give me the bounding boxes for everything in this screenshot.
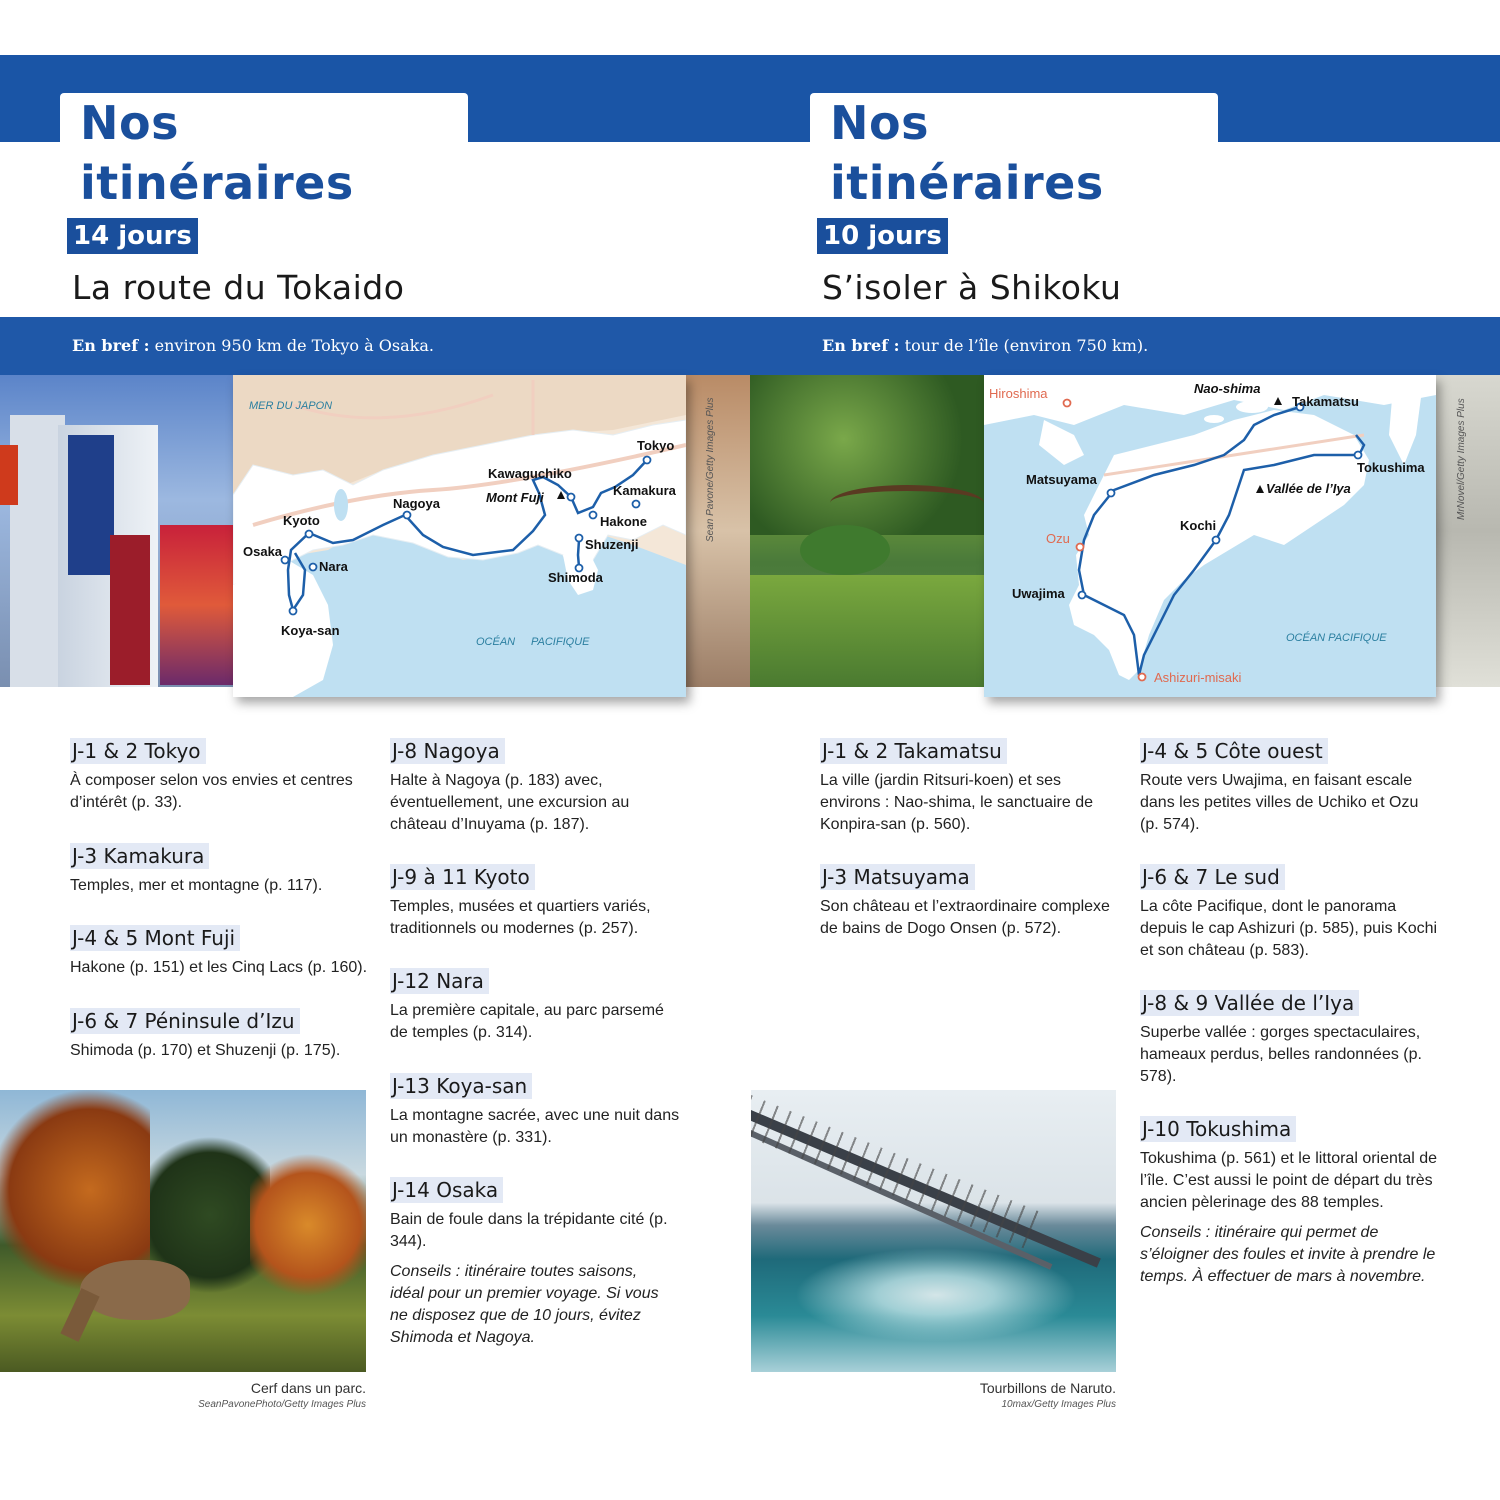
itinerary-day-title: J-3 Matsuyama — [820, 864, 975, 890]
map-label-hakone: Hakone — [600, 514, 647, 529]
map-label-ashizuri: Ashizuri-misaki — [1154, 670, 1242, 685]
map-label-kawaguchiko: Kawaguchiko — [488, 466, 572, 481]
itinerary-item — [1140, 990, 1440, 1088]
itinerary-day-title: J-6 & 7 Péninsule d’Izu — [70, 1008, 300, 1034]
itinerary-day-title: J-13 Koya-san — [390, 1073, 532, 1099]
right-heading: Nos itinéraires — [830, 96, 1104, 210]
map-label-shuzenji: Shuzenji — [585, 537, 639, 552]
itinerary-item — [70, 925, 370, 979]
map-label-nara: Nara — [319, 559, 348, 574]
right-photo-caption-block — [850, 1380, 1116, 1410]
map-label-shimoda: Shimoda — [548, 570, 603, 585]
left-brief-label: En bref : — [72, 336, 150, 355]
shikoku-map-svg — [984, 375, 1436, 697]
itinerary-day-title: J-4 & 5 Côte ouest — [1140, 738, 1328, 764]
itinerary-day-text: Shimoda (p. 170) et Shuzenji (p. 175). — [70, 1042, 341, 1059]
itinerary-day-title: J-4 & 5 Mont Fuji — [70, 925, 240, 951]
map-label-vallee-iya: Vallée de l’Iya — [1266, 481, 1351, 496]
right-brief-text: tour de l’île (environ 750 km). — [904, 336, 1149, 355]
itinerary-day-text: À composer selon vos envies et centres d’intérêt (p. 33). — [70, 772, 353, 811]
map-label-ozu: Ozu — [1046, 531, 1070, 546]
right-photo-credit: 10max/Getty Images Plus — [1001, 1399, 1116, 1410]
itinerary-day-title: J-10 Tokushima — [1140, 1116, 1296, 1142]
itinerary-day-title: J-12 Nara — [390, 968, 489, 994]
left-route-map — [233, 375, 686, 697]
left-route-title: La route du Tokaido — [72, 268, 405, 307]
map-sea-top: MER DU JAPON — [249, 400, 333, 412]
left-photo-caption-block — [100, 1380, 366, 1410]
itinerary-item — [390, 864, 685, 940]
tokaido-map-svg — [233, 375, 686, 697]
itinerary-day-text: Bain de foule dans la trépidante cité (p. 344). — [390, 1211, 668, 1250]
itinerary-day-text: La côte Pacifique, dont le panorama depuis le cap Ashizuri (p. 585), puis Kochi et son château (p. 583). — [1140, 898, 1438, 959]
itinerary-item — [70, 738, 370, 814]
map-label-matsuyama: Matsuyama — [1026, 472, 1097, 487]
right-photo-caption: Tourbillons de Naruto. — [979, 1380, 1116, 1396]
itinerary-day-text: Tokushima (p. 561) et le littoral oriental de l’île. C’est aussi le point de départ du très ancien pèlerinage des 88 temples. — [1140, 1150, 1438, 1211]
right-map-credit: MrNovel/Getty Images Plus — [1456, 398, 1467, 520]
itinerary-day-text: Temples, musées et quartiers variés, traditionnels ou modernes (p. 257). — [390, 898, 651, 937]
itinerary-day-text: Halte à Nagoya (p. 183) avec, éventuellement, une excursion au château d’Inuyama (p. 187). — [390, 772, 630, 833]
itinerary-day-title: J-3 Kamakura — [70, 843, 209, 869]
right-advice: Conseils : itinéraire qui permet de s’éloigner des foules et invite à prendre le temps. À effectuer de mars à novembre. — [1140, 1224, 1436, 1285]
left-advice: Conseils : itinéraire toutes saisons, idéal pour un premier voyage. Si vous ne disposez que de 10 jours, évitez Shimoda et Nagoya. — [390, 1263, 659, 1346]
itinerary-day-title: J-6 & 7 Le sud — [1140, 864, 1285, 890]
map-label-nagoya: Nagoya — [393, 496, 440, 511]
left-days-badge: 14 jours — [67, 218, 198, 254]
map-label-hiroshima: Hiroshima — [989, 386, 1048, 401]
map-label-nao-shima: Nao-shima — [1194, 381, 1261, 396]
right-brief — [822, 336, 1148, 355]
left-deer-photo — [0, 1090, 366, 1372]
itinerary-item — [390, 1177, 675, 1349]
map-label-kyoto: Kyoto — [283, 513, 320, 528]
itinerary-day-text: Temples, mer et montagne (p. 117). — [70, 877, 323, 894]
left-brief — [72, 336, 434, 355]
left-heading: Nos itinéraires — [80, 96, 354, 210]
map-label-kochi: Kochi — [1180, 518, 1217, 533]
itinerary-day-title: J-8 & 9 Vallée de l’Iya — [1140, 990, 1359, 1016]
itinerary-day-text: La première capitale, au parc parsemé de temples (p. 314). — [390, 1002, 664, 1041]
itinerary-day-title: J-14 Osaka — [390, 1177, 503, 1203]
right-bridge-photo — [751, 1090, 1116, 1372]
itinerary-day-title: J-9 à 11 Kyoto — [390, 864, 535, 890]
right-route-map — [984, 375, 1436, 697]
itinerary-item — [390, 1073, 685, 1149]
itinerary-item — [820, 738, 1110, 836]
left-photo-caption: Cerf dans un parc. — [250, 1380, 366, 1396]
itinerary-item — [1140, 1116, 1440, 1288]
map-label-uwajima: Uwajima — [1012, 586, 1065, 601]
map-label-mont-fuji: Mont Fuji — [486, 490, 544, 505]
left-map-credit: Sean Pavone/Getty Images Plus — [705, 397, 716, 542]
itinerary-item — [1140, 864, 1440, 962]
itinerary-item — [390, 968, 685, 1044]
map-label-kamakura: Kamakura — [613, 483, 676, 498]
right-days-badge: 10 jours — [817, 218, 948, 254]
itinerary-day-text: La ville (jardin Ritsuri-koen) et ses environs : Nao-shima, le sanctuaire de Konpira-san (p. 560). — [820, 772, 1094, 833]
itinerary-day-text: Hakone (p. 151) et les Cinq Lacs (p. 160). — [70, 959, 368, 976]
itinerary-day-title: J-8 Nagoya — [390, 738, 505, 764]
itinerary-item — [1140, 738, 1440, 836]
right-brief-label: En bref : — [822, 336, 900, 355]
left-photo-credit: SeanPavonePhoto/Getty Images Plus — [198, 1399, 366, 1410]
itinerary-item — [820, 864, 1110, 940]
right-heading-tab — [810, 93, 1218, 210]
left-brief-text: environ 950 km de Tokyo à Osaka. — [154, 336, 434, 355]
itinerary-day-text: Route vers Uwajima, en faisant escale dans les petites villes de Uchiko et Ozu (p. 574). — [1140, 772, 1419, 833]
left-heading-tab — [60, 93, 468, 210]
itinerary-day-title: J-1 & 2 Takamatsu — [820, 738, 1007, 764]
itinerary-day-text: Son château et l’extraordinaire complexe de bains de Dogo Onsen (p. 572). — [820, 898, 1110, 937]
map-label-tokyo: Tokyo — [637, 438, 675, 453]
map-label-takamatsu: Takamatsu — [1292, 394, 1359, 409]
map-label-tokushima: Tokushima — [1357, 460, 1425, 475]
itinerary-item — [70, 1008, 370, 1062]
itinerary-day-text: La montagne sacrée, avec une nuit dans un monastère (p. 331). — [390, 1107, 680, 1146]
itinerary-item — [390, 738, 685, 836]
map-label-osaka: Osaka — [243, 544, 283, 559]
itinerary-day-text: Superbe vallée : gorges spectaculaires, hameaux perdus, belles randonnées (p. 578). — [1140, 1024, 1422, 1085]
itinerary-item — [70, 843, 370, 897]
itinerary-day-title: J-1 & 2 Tokyo — [70, 738, 206, 764]
map-sea-bottom-1: OCÉAN — [476, 636, 516, 648]
map-sea-bottom-2: PACIFIQUE — [531, 636, 590, 648]
map-sea-bottom: OCÉAN PACIFIQUE — [1286, 632, 1387, 644]
right-route-title: S’isoler à Shikoku — [822, 268, 1122, 307]
map-label-koya-san: Koya-san — [281, 623, 340, 638]
